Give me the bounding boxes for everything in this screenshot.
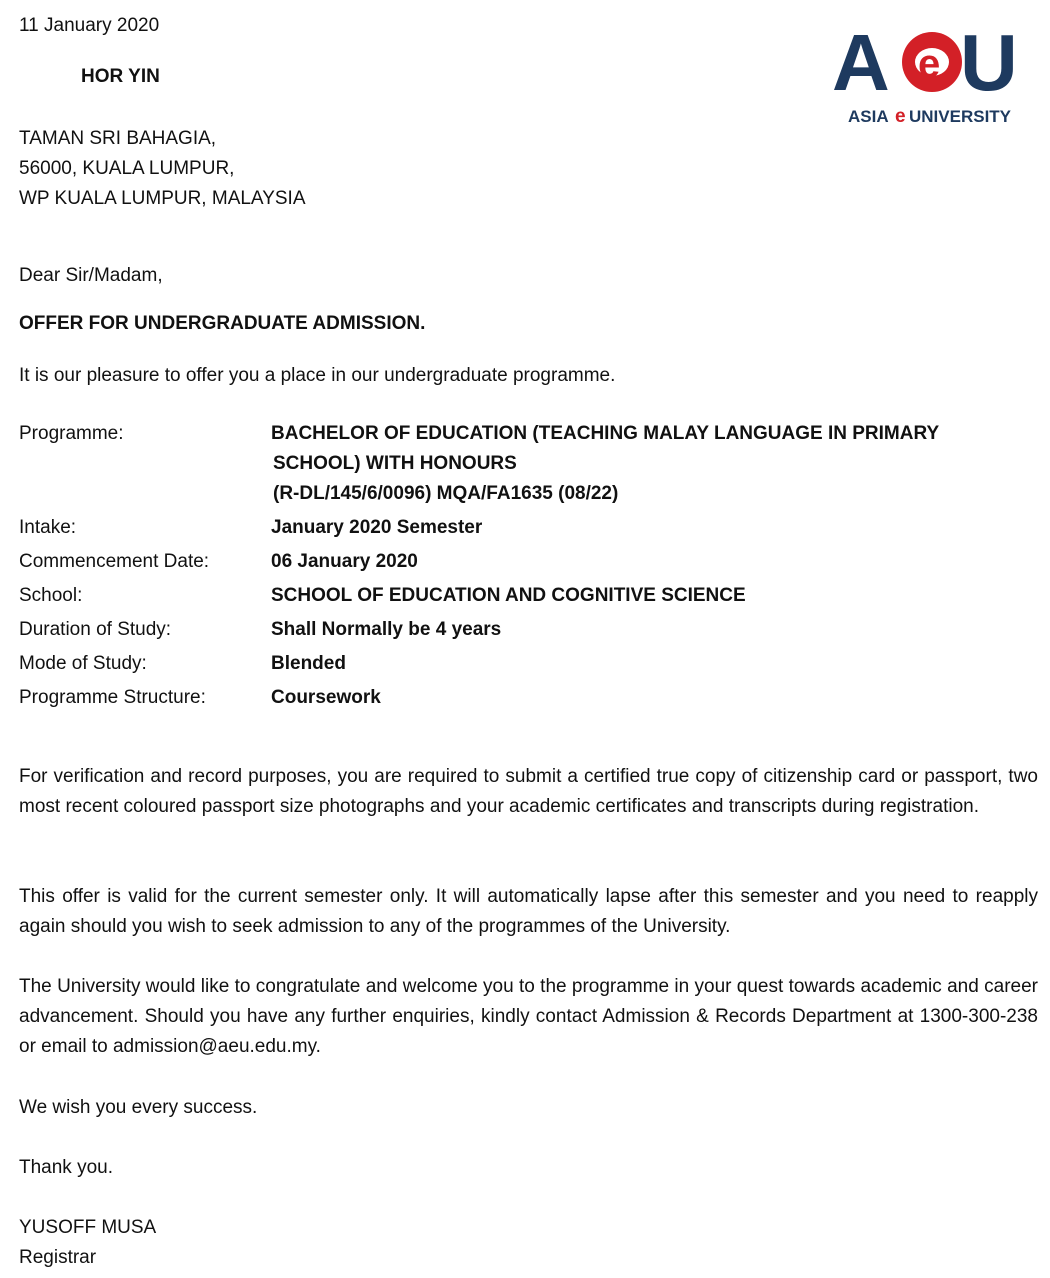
salutation: Dear Sir/Madam, bbox=[19, 265, 163, 286]
intro-text: It is our pleasure to offer you a place in our undergraduate programme. bbox=[19, 365, 616, 386]
school-label: School: bbox=[19, 585, 83, 606]
programme-line-3: (R-DL/145/6/0096) MQA/FA1635 (08/22) bbox=[273, 483, 619, 504]
letter-subject: OFFER FOR UNDERGRADUATE ADMISSION. bbox=[19, 313, 426, 334]
congratulations-paragraph: The University would like to congratulate and welcome you to the programme in your quest towards academic and career advancement. Should you have any further enquiries, kindly contact Admission & Records Department at 1300-300-238 or email to admission@aeu.edu.my. bbox=[19, 976, 1038, 1057]
svg-text:UNIVERSITY: UNIVERSITY bbox=[909, 107, 1012, 126]
aeu-logo bbox=[832, 22, 1032, 128]
address-line-2: 56000, KUALA LUMPUR, bbox=[19, 158, 235, 179]
svg-text:ASIA: ASIA bbox=[848, 107, 889, 126]
intake-label: Intake: bbox=[19, 517, 77, 538]
structure-label: Programme Structure: bbox=[19, 687, 206, 708]
duration-label: Duration of Study: bbox=[19, 619, 172, 640]
commencement-date-label: Commencement Date: bbox=[19, 551, 210, 572]
commencement-date-value: 06 January 2020 bbox=[271, 551, 418, 572]
address-line-3: WP KUALA LUMPUR, MALAYSIA bbox=[19, 188, 306, 209]
svg-text:A: A bbox=[832, 22, 890, 107]
address-line-1: TAMAN SRI BAHAGIA, bbox=[19, 128, 217, 149]
validity-paragraph: This offer is valid for the current semester only. It will automatically lapse after this semester and you need to reapply again should you wish to seek admission to any of the programmes of the University. bbox=[19, 886, 1038, 937]
signatory-name: YUSOFF MUSA bbox=[19, 1217, 157, 1238]
recipient-name: HOR YIN bbox=[81, 66, 160, 87]
mode-value: Blended bbox=[271, 653, 346, 674]
school-value: SCHOOL OF EDUCATION AND COGNITIVE SCIENCE bbox=[271, 585, 746, 606]
svg-text:e: e bbox=[918, 42, 941, 86]
structure-value: Coursework bbox=[271, 687, 381, 708]
wish-text: We wish you every success. bbox=[19, 1097, 258, 1118]
programme-line-1: BACHELOR OF EDUCATION (TEACHING MALAY LANGUAGE IN PRIMARY bbox=[271, 423, 940, 444]
mode-label: Mode of Study: bbox=[19, 653, 147, 674]
signatory-title: Registrar bbox=[19, 1247, 97, 1268]
letter-date: 11 January 2020 bbox=[19, 15, 160, 36]
thanks-text: Thank you. bbox=[19, 1157, 113, 1178]
verification-paragraph: For verification and record purposes, you are required to submit a certified true copy of citizenship card or passport, two most recent coloured passport size photographs and your academic certificates and transcripts during registration. bbox=[19, 766, 1038, 817]
svg-text:e: e bbox=[895, 106, 906, 127]
intake-value: January 2020 Semester bbox=[271, 517, 483, 538]
programme-label: Programme: bbox=[19, 423, 124, 444]
duration-value: Shall Normally be 4 years bbox=[271, 619, 502, 640]
svg-text:U: U bbox=[960, 22, 1018, 107]
programme-line-2: SCHOOL) WITH HONOURS bbox=[273, 453, 517, 474]
